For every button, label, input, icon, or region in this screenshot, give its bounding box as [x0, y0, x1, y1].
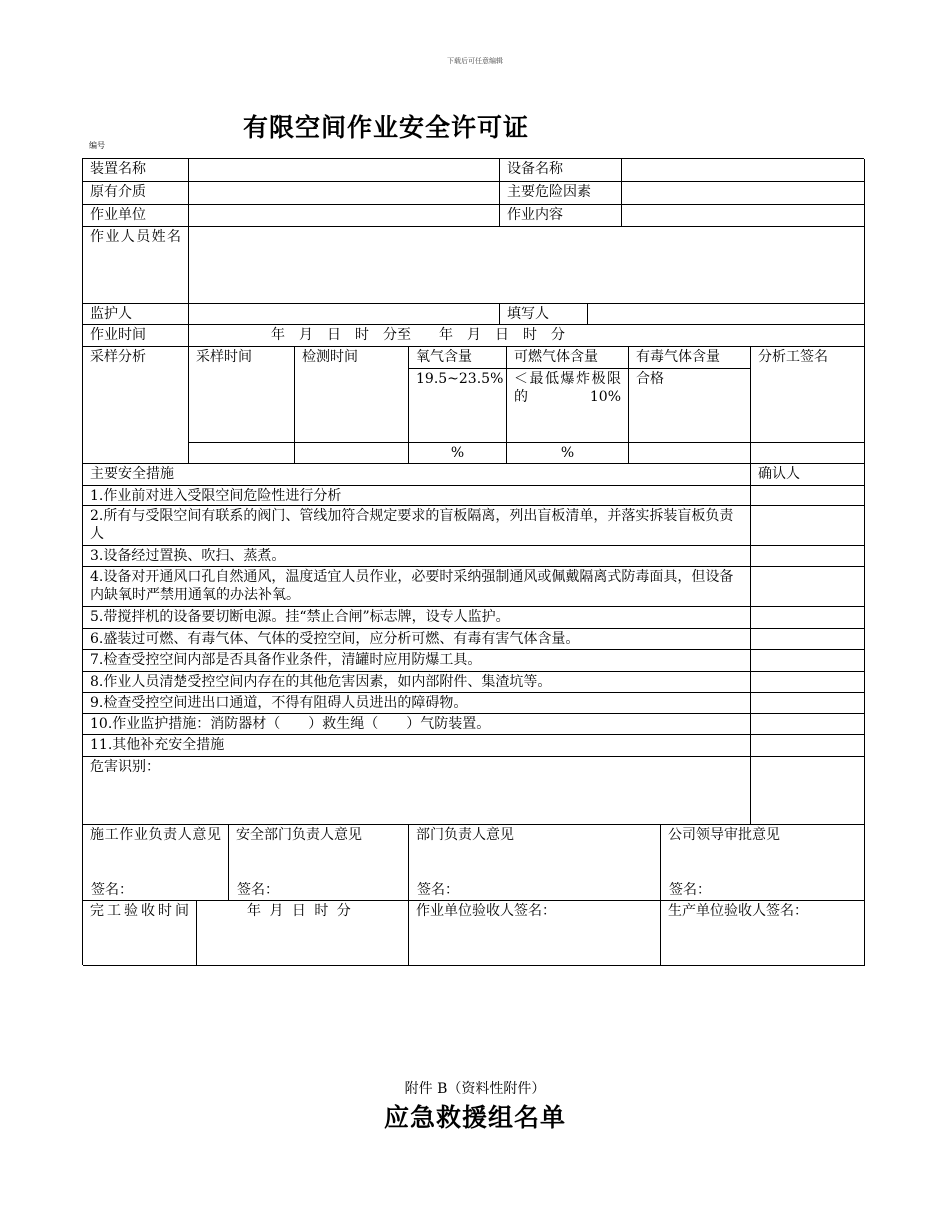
worker-names-label: 作业人员姓名 [83, 227, 189, 304]
measure-confirm-10[interactable] [751, 714, 865, 735]
measure-item-8: 8.作业人员清楚受控空间内存在的其他危害因素，如内部附件、集渣坑等。 [83, 672, 751, 693]
measure-confirm-8[interactable] [751, 672, 865, 693]
safety-dept-sign: 签名： [237, 882, 279, 898]
measure-confirm-5[interactable] [751, 607, 865, 629]
work-content-label: 作业内容 [500, 205, 622, 227]
original-medium-field[interactable] [189, 182, 500, 205]
equipment-name-field[interactable] [622, 159, 865, 182]
company-leader-sign: 签名： [669, 882, 711, 898]
oxygen-percent[interactable]: % [409, 443, 507, 464]
main-hazards-field[interactable] [622, 182, 865, 205]
guardian-field[interactable] [189, 304, 500, 325]
dept-leader-label: 部门负责人意见 [416, 827, 514, 843]
company-leader-label: 公司领导审批意见 [668, 827, 780, 843]
measure-item-5: 5.带搅拌机的设备要切断电源。挂“禁止合闸”标志牌，设专人监护。 [83, 607, 751, 629]
flammable-standard: ＜最低爆炸极限的10% [507, 369, 629, 443]
appendix-label: 附件 B（资料性附件） [404, 1081, 546, 1097]
measure-item-6: 6.盛装过可燃、有毒气体、气体的受控空间，应分析可燃、有毒有害气体含量。 [83, 629, 751, 650]
filler-label: 填写人 [500, 304, 588, 325]
page-title: 有限空间作业安全许可证 [243, 113, 530, 142]
dept-leader-sign: 签名： [417, 882, 459, 898]
measure-confirm-1[interactable] [751, 486, 865, 506]
worker-names-field[interactable] [189, 227, 865, 304]
work-time-value[interactable]: 年 月 日 时 分至 年 月 日 时 分 [189, 325, 865, 347]
permit-table [82, 158, 864, 965]
measure-confirm-11[interactable] [751, 735, 865, 757]
measure-item-9: 9.检查受控空间进出口通道，不得有阻碍人员进出的障碍物。 [83, 693, 751, 714]
toxic-standard: 合格 [629, 369, 751, 443]
toxic-header: 有毒气体含量 [629, 347, 751, 369]
sampling-label: 采样分析 [83, 347, 189, 464]
measure-confirm-6[interactable] [751, 629, 865, 650]
safety-dept-label: 安全部门负责人意见 [236, 827, 362, 843]
equipment-name-label: 设备名称 [500, 159, 622, 182]
main-hazards-label: 主要危险因素 [500, 182, 622, 205]
analyst-sign-header: 分析工签名 [751, 347, 865, 443]
construction-leader-opinion[interactable] [83, 825, 229, 901]
production-unit-acceptance-sign[interactable]: 生产单位验收人签名： [661, 901, 865, 966]
oxygen-standard: 19.5~23.5% [409, 369, 507, 443]
detection-time-header: 检测时间 [295, 347, 409, 443]
header-note: 下载后可任意编辑 [447, 57, 503, 65]
measure-item-4: 4.设备对开通风口孔自然通风，温度适宜人员作业，必要时采纳强制通风或佩戴隔离式防毒面具，但设备内缺氧时严禁用通氧的办法补氧。 [83, 567, 751, 607]
measure-confirm-7[interactable] [751, 650, 865, 672]
device-name-field[interactable] [189, 159, 500, 182]
dept-leader-opinion[interactable] [409, 825, 661, 901]
work-unit-label: 作业单位 [83, 205, 189, 227]
toxic-value[interactable] [629, 443, 751, 464]
guardian-label: 监护人 [83, 304, 189, 325]
filler-field[interactable] [588, 304, 865, 325]
measure-item-2: 2.所有与受限空间有联系的阀门、管线加符合规定要求的盲板隔离，列出盲板清单，并落实拆装盲板负责人 [83, 506, 751, 546]
work-time-label: 作业时间 [83, 325, 189, 347]
measure-item-1: 1.作业前对进入受限空间危险性进行分析 [83, 486, 751, 506]
device-name-label: 装置名称 [83, 159, 189, 182]
flammable-header: 可燃气体含量 [507, 347, 629, 369]
original-medium-label: 原有介质 [83, 182, 189, 205]
measure-confirm-2[interactable] [751, 506, 865, 546]
hazard-identification[interactable]: 危害识别： [83, 757, 751, 825]
sampling-time-header: 采样时间 [189, 347, 295, 443]
measure-confirm-4[interactable] [751, 567, 865, 607]
measure-confirm-9[interactable] [751, 693, 865, 714]
construction-leader-label: 施工作业负责人意见 [90, 827, 221, 843]
hazard-confirm[interactable] [751, 757, 865, 825]
measure-item-7: 7.检查受控空间内部是否具备作业条件，清罐时应用防爆工具。 [83, 650, 751, 672]
emergency-list-title: 应急救援组名单 [383, 1103, 566, 1132]
company-leader-opinion[interactable] [661, 825, 865, 901]
measure-item-3: 3.设备经过置换、吹扫、蒸煮。 [83, 546, 751, 567]
measure-confirm-3[interactable] [751, 546, 865, 567]
work-unit-acceptance-sign[interactable]: 作业单位验收人签名： [409, 901, 661, 966]
serial-label: 编号 [89, 141, 105, 150]
work-unit-field[interactable] [189, 205, 500, 227]
completion-time-value[interactable]: 年 月 日 时 分 [197, 901, 409, 966]
sampling-time-value[interactable] [189, 443, 295, 464]
construction-leader-sign: 签名： [91, 882, 133, 898]
oxygen-header: 氧气含量 [409, 347, 507, 369]
detection-time-value[interactable] [295, 443, 409, 464]
safety-dept-opinion[interactable] [229, 825, 409, 901]
flammable-percent[interactable]: % [507, 443, 629, 464]
measure-item-10: 10.作业监护措施：消防器材（ ）救生绳（ ）气防装置。 [83, 714, 751, 735]
analyst-sign-value[interactable] [751, 443, 865, 464]
completion-time-label: 完工验收时间 [83, 901, 197, 966]
measures-header: 主要安全措施 [83, 464, 751, 486]
confirm-header: 确认人 [751, 464, 865, 486]
work-content-field[interactable] [622, 205, 865, 227]
measure-item-11: 11.其他补充安全措施 [83, 735, 751, 757]
